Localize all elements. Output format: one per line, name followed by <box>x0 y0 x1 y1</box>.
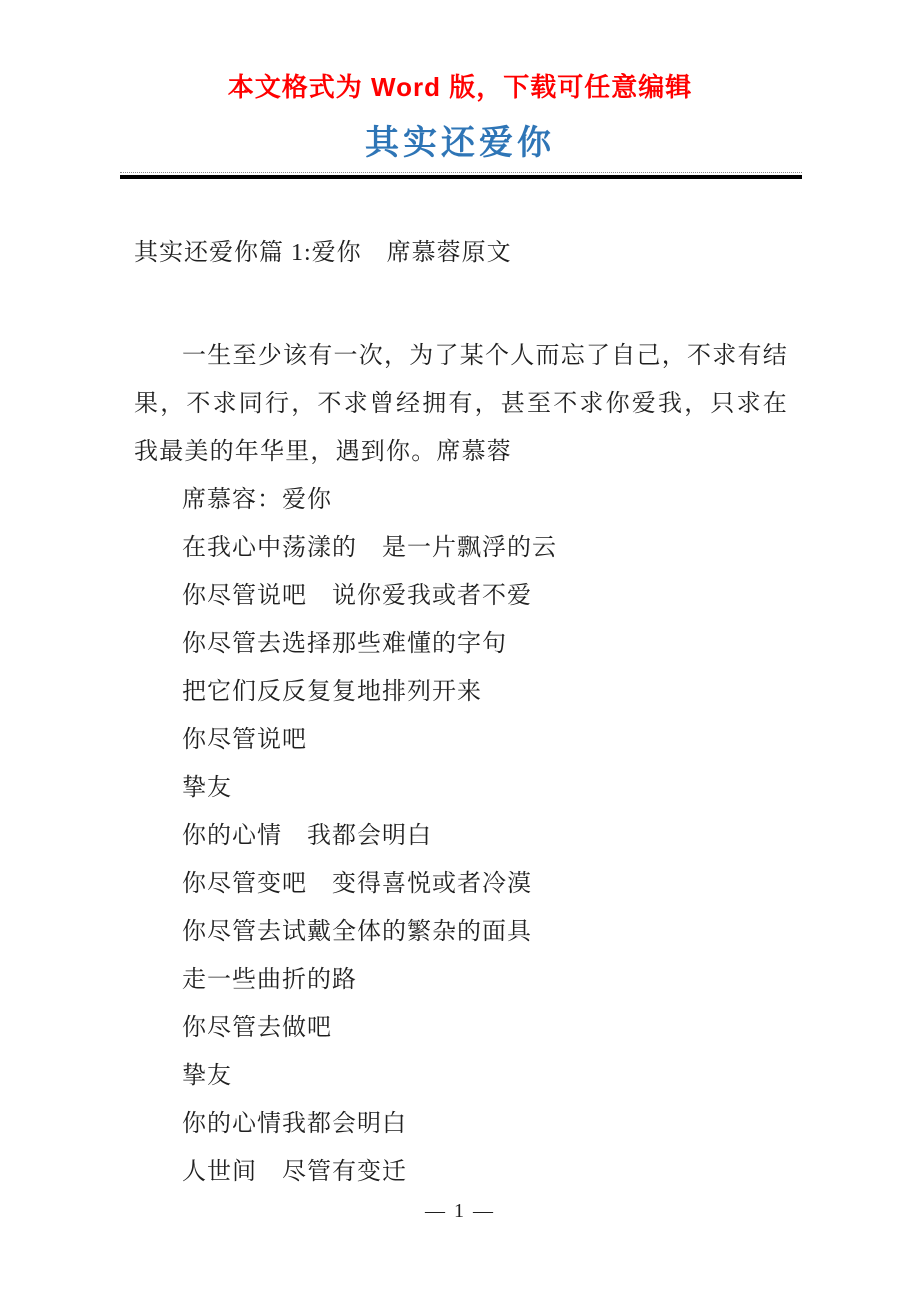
poem-line: 挚友 <box>182 1063 232 1089</box>
poem-line: 你尽管变吧 变得喜悦或者冷漠 <box>182 871 532 897</box>
poem-line: 把它们反反复复地排列开来 <box>182 679 482 705</box>
poem-line: 你尽管说吧 说你爱我或者不爱 <box>182 583 532 609</box>
document-title: 其实还爱你 <box>365 125 555 162</box>
poem-line: 你尽管说吧 <box>182 727 307 753</box>
document-body <box>134 229 788 1196</box>
poem-line: 你尽管去做吧 <box>182 1015 332 1041</box>
poem-line: 你的心情 我都会明白 <box>182 823 432 849</box>
poem-line: 挚友 <box>182 775 232 801</box>
title-divider-rule <box>120 172 802 179</box>
intro-paragraph: 一生至少该有一次，为了某个人而忘了自己，不求有结果，不求同行，不求曾经拥有，甚至不求你爱我，只求在我最美的年华里，遇到你。席慕蓉 <box>134 343 788 465</box>
poem-line: 在我心中荡漾的 是一片飘浮的云 <box>182 535 557 561</box>
page-number: — 1 — <box>425 1200 495 1222</box>
poem-line: 你的心情我都会明白 <box>182 1111 407 1137</box>
poem-line: 你尽管去选择那些难懂的字句 <box>182 631 507 657</box>
poem-line: 你尽管去试戴全体的繁杂的面具 <box>182 919 532 945</box>
section-heading: 其实还爱你篇 1:爱你 席慕蓉原文 <box>134 240 512 266</box>
word-format-notice: 本文格式为 Word 版，下载可任意编辑 <box>227 72 693 102</box>
poem-line: 席慕容：爱你 <box>182 487 332 513</box>
poem-line: 走一些曲折的路 <box>182 967 357 993</box>
poem-line: 人世间 尽管有变迁 <box>182 1159 407 1185</box>
